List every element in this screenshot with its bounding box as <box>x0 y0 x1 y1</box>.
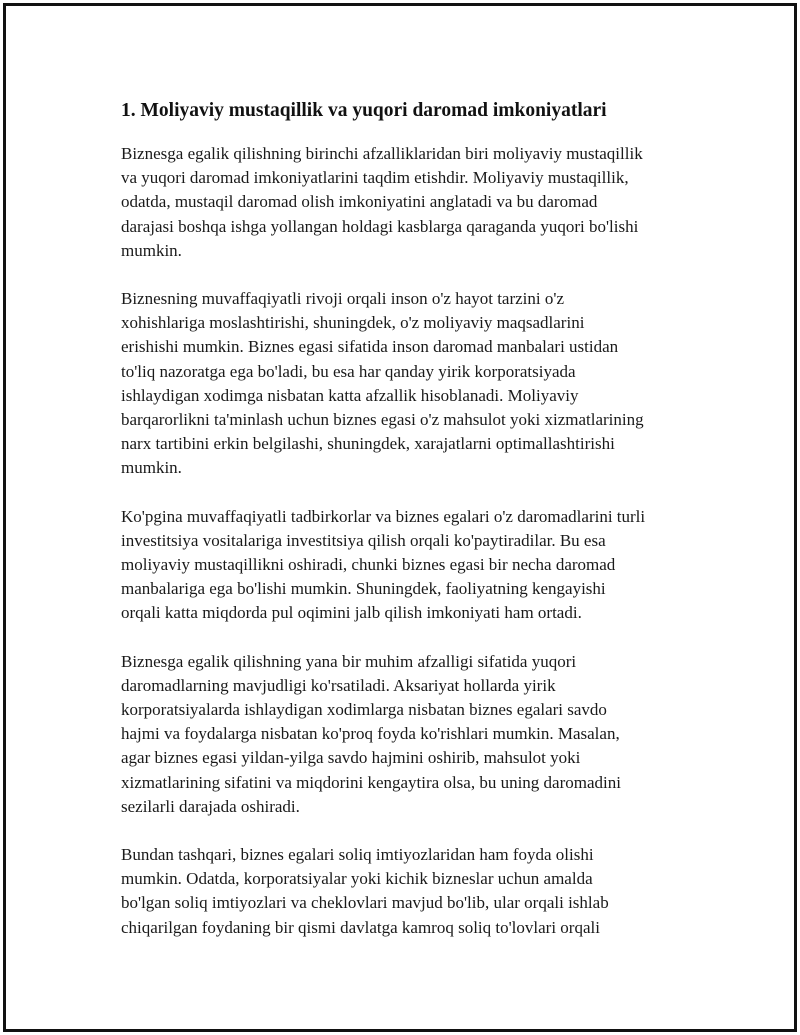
paragraph-line: narx tartibini erkin belgilashi, shuningdek, xarajatlarni optimallashtirishi <box>121 434 615 454</box>
paragraph-line: daromadlarning mavjudligi ko'rsatiladi. Aksariyat hollarda yirik <box>121 675 556 695</box>
paragraph-line: chiqarilgan foydaning bir qismi davlatga kamroq soliq to'lovlari orqali <box>121 917 600 937</box>
paragraph-line: barqarorlikni ta'minlash uchun biznes egasi o'z mahsulot yoki xizmatlarining <box>121 410 644 430</box>
paragraph-line: Bundan tashqari, biznes egalari soliq imtiyozlaridan ham foyda olishi <box>121 845 594 865</box>
paragraph-line: va yuqori daromad imkoniyatlarini taqdim etishdir. Moliyaviy mustaqillik, <box>121 168 629 188</box>
paragraph-line: ishlaydigan xodimga nisbatan katta afzallik hisoblanadi. Moliyaviy <box>121 385 579 405</box>
paragraph-line: Biznesga egalik qilishning yana bir muhim afzalligi sifatida yuqori <box>121 651 577 671</box>
paragraph-line: darajasi boshqa ishga yollangan holdagi kasblarga qaraganda yuqori bo'lishi <box>121 216 639 236</box>
paragraph-line: manbalariga ega bo'lishi mumkin. Shuningdek, faoliyatning kengayishi <box>121 579 606 599</box>
paragraph <box>121 843 701 940</box>
paragraph-line: mumkin. Odatda, korporatsiyalar yoki kichik bizneslar uchun amalda <box>121 869 593 889</box>
paragraph-line: Ko'pgina muvaffaqiyatli tadbirkorlar va biznes egalari o'z daromadlarini turli <box>121 506 646 526</box>
paragraph-line: hajmi va foydalarga nisbatan ko'proq foyda ko'rishlari mumkin. Masalan, <box>121 724 620 744</box>
paragraph-line: orqali katta miqdorda pul oqimini jalb qilish imkoniyati ham ortadi. <box>121 603 582 623</box>
paragraph-line: bo'lgan soliq imtiyozlari va cheklovlari mavjud bo'lib, ular orqali ishlab <box>121 893 609 913</box>
paragraphs-container <box>121 142 701 940</box>
paragraph <box>121 287 701 481</box>
paragraph-line: korporatsiyalarda ishlaydigan xodimlarga nisbatan biznes egalari savdo <box>121 700 607 720</box>
paragraph-line: xizmatlarining sifatini va miqdorini kengaytira olsa, bu uning daromadini <box>121 772 621 792</box>
paragraph-line: Biznesning muvaffaqiyatli rivoji orqali inson o'z hayot tarzini o'z <box>121 289 564 309</box>
paragraph-line: investitsiya vositalariga investitsiya qilish orqali ko'paytiradilar. Bu esa <box>121 530 606 550</box>
paragraph-line: sezilarli darajada oshiradi. <box>121 796 300 816</box>
paragraph <box>121 142 701 263</box>
paragraph-line: Biznesga egalik qilishning birinchi afzalliklaridan biri moliyaviy mustaqillik <box>121 144 643 163</box>
page-frame <box>3 3 797 1032</box>
section-heading: 1. Moliyaviy mustaqillik va yuqori daromad imkoniyatlari <box>121 100 607 121</box>
document-body <box>121 98 701 964</box>
paragraph-line: xohishlariga moslashtirishi, shuningdek, o'z moliyaviy maqsadlarini <box>121 313 585 333</box>
paragraph-line: erishishi mumkin. Biznes egasi sifatida inson daromad manbalari ustidan <box>121 337 619 357</box>
paragraph-line: mumkin. <box>121 458 182 478</box>
paragraph-line: agar biznes egasi yildan-yilga savdo hajmini oshirib, mahsulot yoki <box>121 748 581 768</box>
paragraph-line: moliyaviy mustaqillikni oshiradi, chunki biznes egasi bir necha daromad <box>121 555 616 575</box>
paragraph <box>121 650 701 819</box>
paragraph-line: mumkin. <box>121 240 182 260</box>
paragraph <box>121 505 701 626</box>
paragraph-line: odatda, mustaqil daromad olish imkoniyatini anglatadi va bu daromad <box>121 192 598 212</box>
paragraph-line: to'liq nazoratga ega bo'ladi, bu esa har qanday yirik korporatsiyada <box>121 361 576 381</box>
